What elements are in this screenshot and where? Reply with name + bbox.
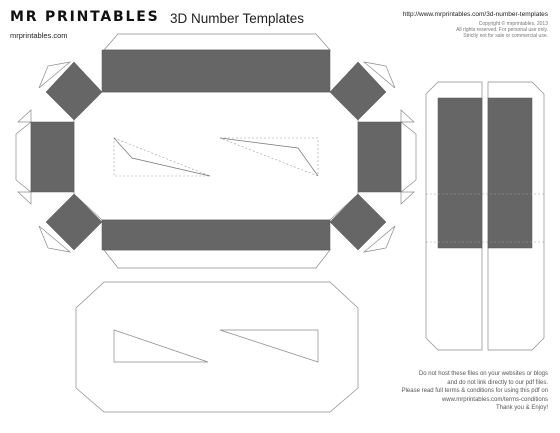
header-info <box>403 11 548 40</box>
strip-left <box>438 98 482 248</box>
notice-line: Please read full terms & conditions for using this pdf on <box>401 388 548 395</box>
corner-tl <box>46 62 102 120</box>
corner-bl <box>46 194 102 250</box>
page-title: 3D Number Templates <box>170 11 305 26</box>
notice-line: Do not host these files on your websites or blogs <box>418 371 548 377</box>
left-band <box>31 122 74 192</box>
bottom-face <box>76 282 358 412</box>
top-side-tab <box>104 34 330 50</box>
brand-url[interactable]: mrprintables.com <box>10 31 68 40</box>
left-side-tab <box>16 122 31 192</box>
connector-tr <box>401 110 414 122</box>
terms-link[interactable]: www.mrprintables.com/terms-conditions <box>441 396 548 403</box>
fold-triangle-right <box>220 138 318 176</box>
corner-tr <box>330 62 386 120</box>
strip-right <box>488 98 532 248</box>
brand-logo: MR PRINTABLES <box>10 9 160 25</box>
bottom-fold-left <box>114 330 208 362</box>
copyright-line: Copyright © mrprintables, 2013 <box>478 21 548 27</box>
bottom-band <box>102 220 330 250</box>
usage-line: Strictly not for sale or commercial use. <box>463 33 548 40</box>
connector-bl <box>18 192 31 204</box>
bottom-side-tab <box>104 250 330 268</box>
top-band <box>102 50 330 92</box>
right-band <box>358 122 401 192</box>
page-url[interactable]: http://www.mrprintables.com/3d-number-templates <box>402 11 548 18</box>
right-side-tab <box>401 122 416 192</box>
connector-br <box>401 192 414 204</box>
rights-line: All rights reserved. For personal use only. <box>456 27 548 34</box>
terms-notice <box>402 370 548 413</box>
notice-line: Thank you & Enjoy! <box>495 405 548 412</box>
connector-tl <box>18 110 31 122</box>
fold-triangle-left <box>114 138 210 176</box>
notice-line: and do not link directly to our pdf files. <box>447 379 548 386</box>
inner-face <box>74 92 358 220</box>
bottom-fold-right <box>220 330 318 362</box>
corner-br <box>330 194 386 250</box>
